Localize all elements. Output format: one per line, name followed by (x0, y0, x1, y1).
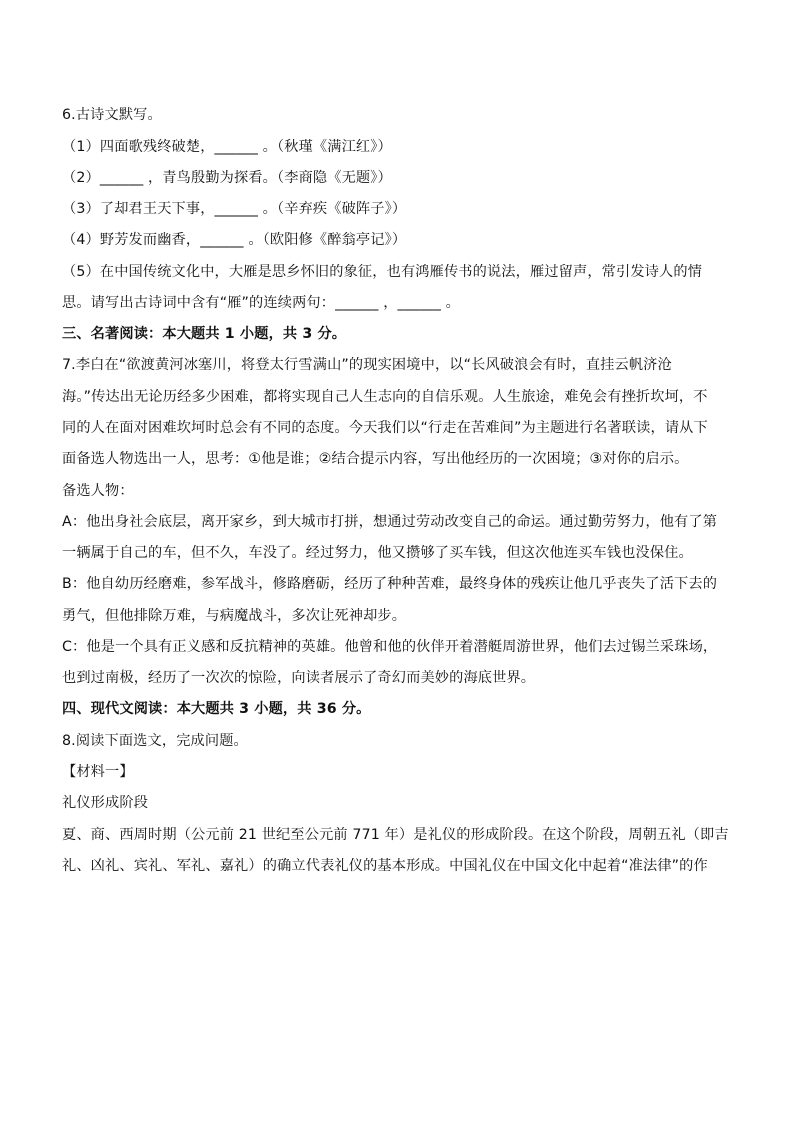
candidate-a-cont: 一辆属于自己的车，但不久，车没了。经过努力，他又攒够了买车钱，但这次他连买车钱也没保住。 (62, 545, 693, 561)
candidate-c: C：他是一个具有正义感和反抗精神的英雄。他曾和他的伙伴开着潜艇周游世界，他们去过锡兰采珠场， (62, 639, 718, 655)
candidate-c-cont: 也到过南极，经历了一次次的惊险，向读者展示了奇幻而美妙的海底世界。 (62, 670, 536, 686)
candidate-a: A：他出身社会底层，离开家乡，到大城市打拼，想通过劳动改变自己的命运。通过勤劳努力，他有了第 (62, 514, 718, 530)
question-8-heading: 8.阅读下面选文，完成问题。 (62, 733, 248, 749)
section-3-heading: 三、名著阅读：本大题共 1 小题，共 3 分。 (62, 326, 347, 342)
question-6-item-2: （2）______ ，青鸟殷勤为探看。（李商隐《无题》） (62, 170, 392, 186)
question-6-item-5-cont: 思。请写出古诗词中含有“雁”的连续两句：______ ，______ 。 (62, 295, 460, 311)
question-7-line: 同的人在面对困难坎坷时总会有不同的态度。今天我们以“行走在苦难间”为主题进行名著联读，请从下 (62, 420, 708, 436)
question-7-line: 7.李白在“欲渡黄河冰塞川，将登太行雪满山”的现实困境中，以“长风破浪会有时，直挂云帆济沧 (62, 357, 672, 373)
question-6-item-5: （5）在中国传统文化中，大雁是思乡怀旧的象征，也有鸿雁传书的说法，雁过留声，常引发诗人的情 (62, 264, 703, 280)
candidates-label: 备选人物： (62, 483, 134, 499)
question-6-heading: 6.古诗文默写。 (62, 107, 162, 123)
candidate-b: B：他自幼历经磨难，参军战斗，修路磨砺，经历了种种苦难，最终身体的残疾让他几乎丧失了活下去的 (62, 576, 718, 592)
question-7-line: 面备选人物选出一人，思考：①他是谁；②结合提示内容，写出他经历的一次困境；③对你的启示。 (62, 451, 689, 467)
material-1-paragraph-cont: 礼、凶礼、宾礼、军礼、嘉礼）的确立代表礼仪的基本形成。中国礼仪在中国文化中起着“准法律”的作 (62, 858, 708, 874)
question-7-line: 海。”传达出无论历经多少困难，都将实现自己人生志向的自信乐观。人生旅途，难免会有挫折坎坷，不 (62, 389, 708, 405)
material-1-title: 礼仪形成阶段 (62, 795, 149, 811)
section-4-heading: 四、现代文阅读：本大题共 3 小题，共 36 分。 (62, 701, 371, 717)
candidate-b-cont: 勇气，但他排除万难，与病魔战斗，多次让死神却步。 (62, 608, 407, 624)
material-1-label: 【材料一】 (62, 764, 134, 780)
question-6-item-4: （4）野芳发而幽香，______ 。（欧阳修《醉翁亭记》） (62, 232, 407, 248)
question-6-item-3: （3）了却君王天下事，______ 。（辛弃疾《破阵子》） (62, 201, 407, 217)
material-1-paragraph: 夏、商、西周时期（公元前 21 世纪至公元前 771 年）是礼仪的形成阶段。在这个阶段，周朝五礼（即吉 (62, 827, 729, 843)
question-6-item-1: （1）四面歌残终破楚，______ 。（秋瑾《满江红》） (62, 139, 392, 155)
